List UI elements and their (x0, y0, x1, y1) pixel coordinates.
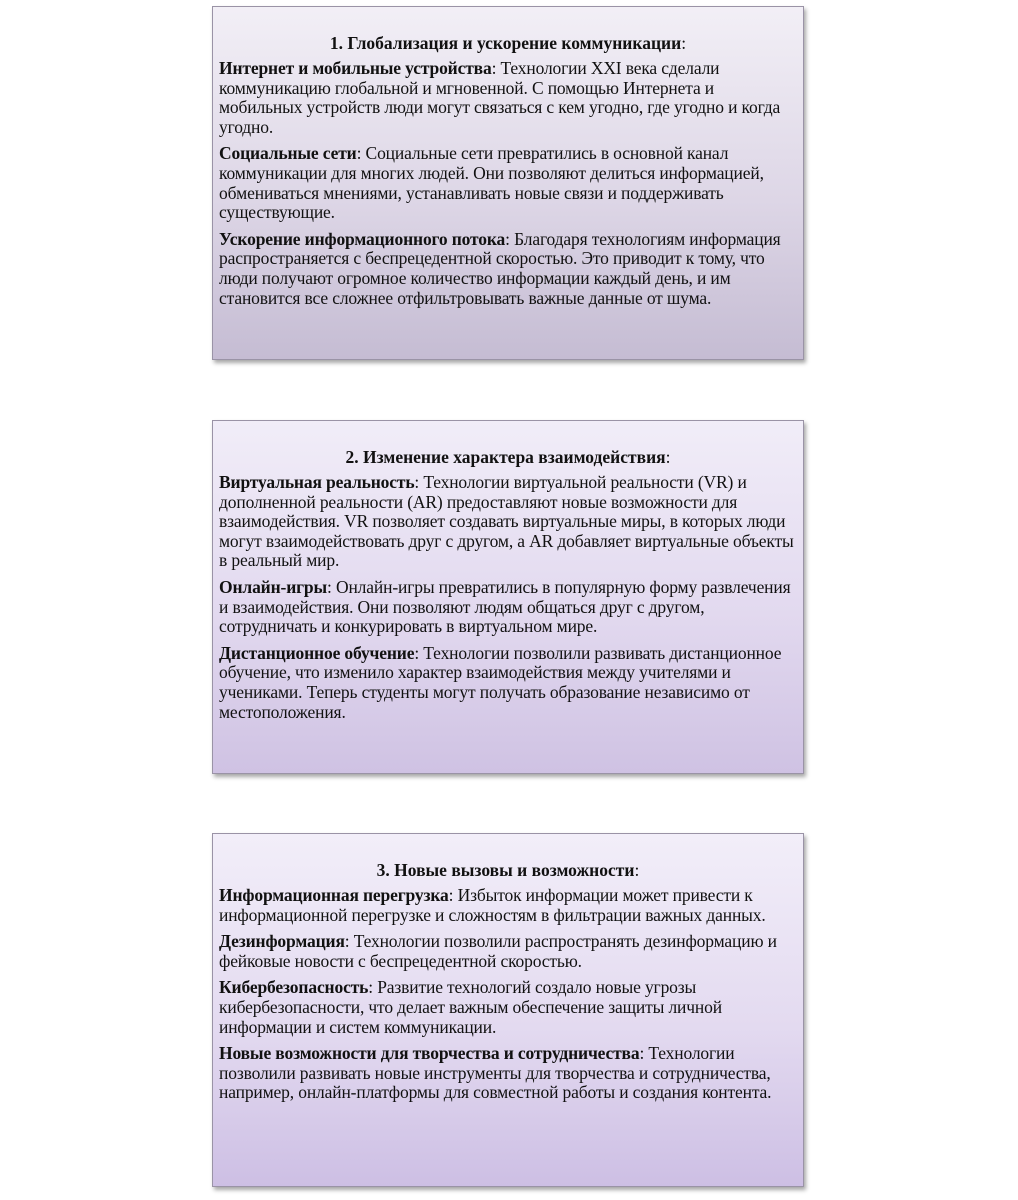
box-title: 1. Глобализация и ускорение коммуникации: (329, 33, 687, 53)
list-item (219, 144, 797, 222)
item-term: Информационная перегрузка (219, 885, 449, 905)
item-text: : Избыток информации может привести к информационной перегрузке и сложностям в фильтрации важных данных. (219, 885, 766, 925)
item-text: : Технологии позволили распространять дезинформацию и фейковые новости с беспрецедентной скоростью. (219, 931, 777, 971)
box-title: 3. Новые вызовы и возможности: (376, 860, 640, 880)
item-text: : Социальные сети превратились в основной канал коммуникации для многих людей. Они позволяют делиться информацией, обмениваться мнениями, устанавливать новые связи и поддерживать существующие. (219, 143, 764, 223)
item-text: : Технологии позволили развивать дистанционное обучение, что изменило характер взаимодействия между учителями и учениками. Теперь студенты могут получать образование независимо от местоположения. (219, 642, 782, 722)
list-item (219, 644, 797, 722)
list-item (219, 978, 797, 1037)
item-text: : Развитие технологий создало новые угрозы кибербезопасности, что делает важным обеспечение защиты личной информации и систем коммуникации. (219, 977, 722, 1037)
list-item (219, 886, 797, 925)
list-item (219, 1044, 797, 1103)
item-text: : Технологии XXI века сделали коммуникацию глобальной и мгновенной. С помощью Интернета и мобильных устройств люди могут связаться с кем угодно, где угодно и когда угодно. (219, 58, 781, 137)
item-term: Новые возможности для творчества и сотрудничества (219, 1043, 640, 1064)
list-item (219, 932, 797, 971)
item-text: : Благодаря технологиям информация распространяется с беспрецедентной скоростью. Это приводит к тому, что люди получают огромное количество информации каждый день, и им становится все сложнее отфильтровывать важные данные от шума. (219, 228, 781, 308)
item-term: Интернет и мобильные устройства (219, 58, 492, 78)
item-term: Ускорение информационного потока (219, 228, 506, 249)
list-item (219, 578, 797, 637)
item-term: Виртуальная реальность (219, 472, 415, 492)
item-term: Кибербезопасность (219, 977, 369, 998)
box-globalization (212, 6, 804, 360)
item-text: : Онлайн-игры превратились в популярную форму развлечения и взаимодействия. Они позволяют людям общаться друг с другом, сотрудничать и конкурировать в виртуальном мире. (219, 576, 791, 637)
item-term: Дезинформация (219, 931, 345, 952)
list-item (219, 59, 797, 137)
box-title: 2. Изменение характера взаимодействия: (345, 447, 671, 467)
box-challenges-opportunities (212, 833, 804, 1187)
list-item (219, 473, 797, 571)
item-term: Онлайн-игры (219, 576, 328, 597)
list-item (219, 230, 797, 308)
item-term: Социальные сети (219, 143, 357, 164)
item-text: : Технологии виртуальной реальности (VR) и дополненной реальности (AR) предоставляют новые возможности для взаимодействия. VR позволяет создавать виртуальные миры, в которых люди могут взаимодействовать друг с другом, а AR добавляет виртуальные объекты в реальный мир. (219, 472, 794, 571)
item-term: Дистанционное обучение (219, 642, 415, 663)
box-interaction-change (212, 420, 804, 774)
item-text: : Технологии позволили развивать новые инструменты для творчества и сотрудничества, например, онлайн-платформы для совместной работы и создания контента. (219, 1043, 772, 1103)
